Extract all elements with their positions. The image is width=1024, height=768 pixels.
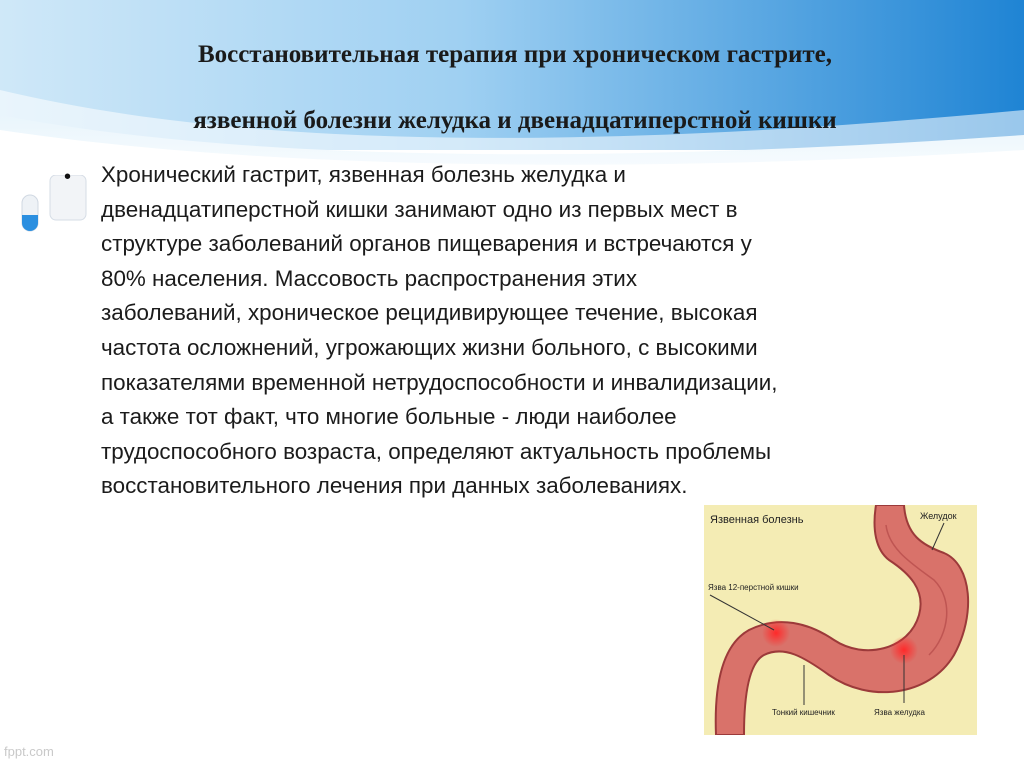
body-line: 80% населения. Массовость распространения этих bbox=[101, 265, 638, 291]
slide-title-line-2: язвенной болезни желудка и двенадцатиперстной кишки bbox=[193, 107, 837, 134]
body-line: структуре заболеваний органов пищеварения и встречаются у bbox=[101, 231, 752, 257]
pills-decoration bbox=[20, 175, 92, 235]
duodenal-ulcer-spot bbox=[762, 619, 790, 647]
body-line: показателями временной нетрудоспособности и инвалидизации, bbox=[101, 369, 778, 395]
slide-title-line-1: Восстановительная терапия при хроническом гастрите, bbox=[197, 41, 833, 68]
bullet-marker: • bbox=[64, 166, 72, 188]
body-line: трудоспособного возраста, определяют актуальность проблемы bbox=[101, 438, 772, 464]
body-line: Хронический гастрит, язвенная болезнь желудка и bbox=[101, 162, 626, 187]
body-line: восстановительного лечения при данных заболеваниях. bbox=[101, 473, 688, 499]
label-gastric-ulcer: Язва желудка bbox=[874, 708, 926, 717]
body-line: а также тот факт, что многие больные - люди наиболее bbox=[101, 404, 677, 430]
ulcer-illustration bbox=[704, 505, 977, 735]
body-line: заболеваний, хроническое рецидивирующее течение, высокая bbox=[101, 300, 758, 326]
footer-watermark: fppt.com bbox=[4, 744, 54, 759]
body-line: двенадцатиперстной кишки занимают одно из первых мест в bbox=[101, 196, 738, 222]
label-duodenal-ulcer: Язва 12-перстной кишки bbox=[708, 583, 799, 592]
label-small-intestine: Тонкий кишечник bbox=[772, 708, 835, 717]
label-stomach: Желудок bbox=[920, 511, 957, 521]
illustration-title: Язвенная болезнь bbox=[710, 514, 804, 526]
body-line: частота осложнений, угрожающих жизни больного, с высокими bbox=[101, 334, 758, 360]
body-paragraph bbox=[101, 158, 981, 504]
slide-title bbox=[40, 22, 990, 154]
